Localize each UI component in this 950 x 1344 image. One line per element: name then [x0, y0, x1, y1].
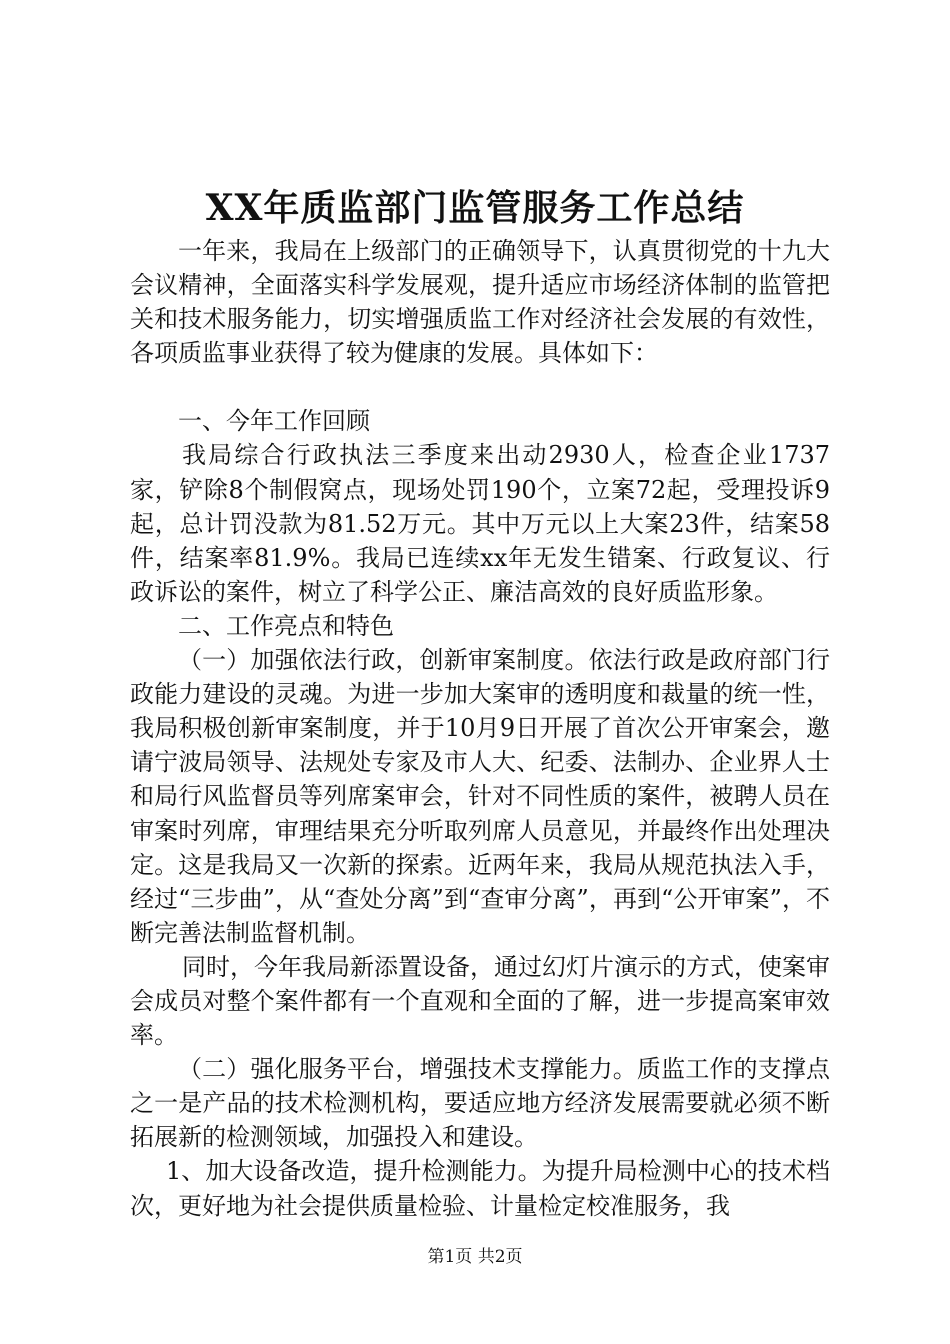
review-paragraph: 我局综合行政执法三季度来出动2930人，检查企业1737家，铲除8个制假窝点，现场处罚190个，立案72起，受理投诉9起，总计罚没款为81.52万元。其中万元以上大案23件，结案58件，结案率81.9%。我局已连续xx年无发生错案、行政复议、行政诉讼的案件，树立了科学公正、廉洁高效的良好质监形象。 — [130, 441, 830, 606]
highlight-paragraph-1: （一）加强依法行政，创新审案制度。依法行政是政府部门行政能力建设的灵魂。为进一步加大案审的透明度和裁量的统一性，我局积极创新审案制度，并于10月9日开展了首次公开审案会，邀请宁波局领导、法规处专家及市人大、纪委、法制办、企业界人士和局行风监督员等列席案审会，针对不同性质的案件，被聘人员在审案时列席，审理结果充分听取列席人员意见，并最终作出处理决定。这是我局又一次新的探索。近两年来，我局从规范执法入手，经过“三步曲”，从“查处分离”到“查审分离”，再到“公开审案”，不断完善法制监督机制。 — [130, 646, 830, 947]
document-body — [130, 234, 830, 1223]
list-item-1: 1、加大设备改造，提升检测能力。为提升局检测中心的技术档次，更好地为社会提供质量检验、计量检定校准服务，我 — [130, 1157, 830, 1220]
section-heading-highlights: 二、工作亮点和特色 — [178, 611, 394, 640]
page-footer: 第1页 共2页 — [427, 1247, 523, 1267]
document-title: XX年质监部门监管服务工作总结 — [205, 187, 745, 229]
intro-paragraph: 一年来，我局在上级部门的正确领导下，认真贯彻党的十九大会议精神，全面落实科学发展观，提升适应市场经济体制的监管把关和技术服务能力，切实增强质监工作对经济社会发展的有效性，各项质监事业获得了较为健康的发展。具体如下： — [130, 237, 830, 368]
highlight-paragraph-1-continued: 同时，今年我局新添置设备，通过幻灯片演示的方式，使案审会成员对整个案件都有一个直观和全面的了解，进一步提高案审效率。 — [130, 952, 830, 1050]
highlight-paragraph-2: （二）强化服务平台，增强技术支撑能力。质监工作的支撑点之一是产品的技术检测机构，要适应地方经济发展需要就必须不断拓展新的检测领域，加强投入和建设。 — [130, 1055, 830, 1152]
section-heading-review: 一、今年工作回顾 — [178, 407, 370, 436]
paragraph-gap — [130, 370, 830, 404]
